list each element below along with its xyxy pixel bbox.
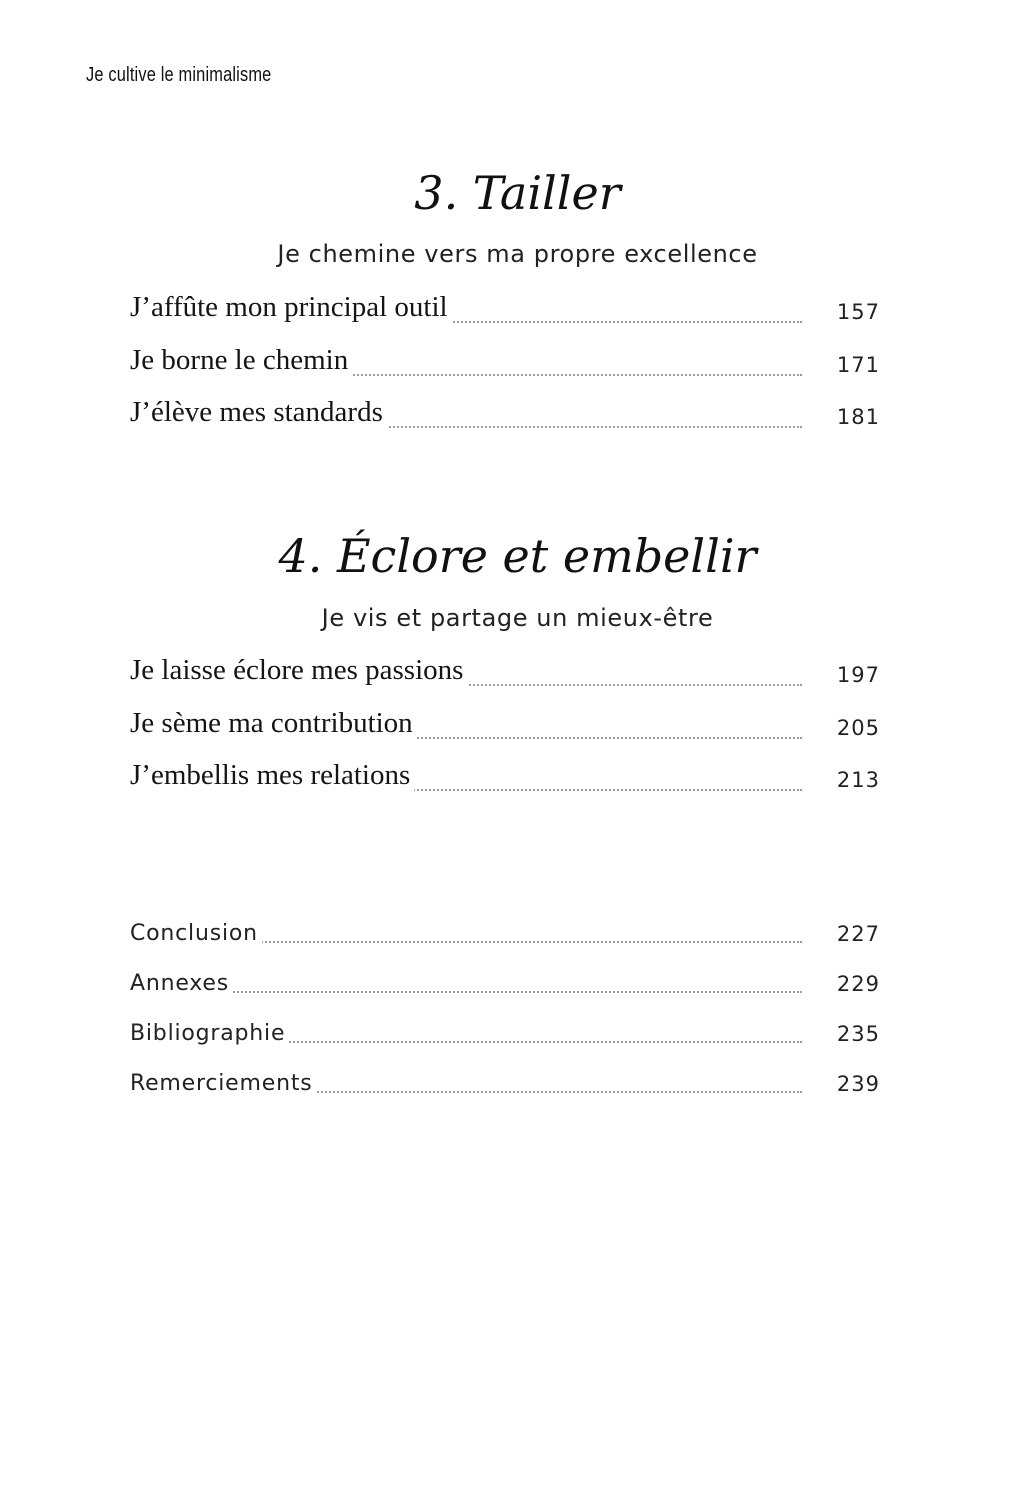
toc-entry-label: Je borne le chemin (130, 344, 352, 377)
toc-entry-label: Je laisse éclore mes passions (130, 654, 467, 687)
toc-entry-page: 239 (836, 1072, 880, 1096)
part-subtitle-3: Je chemine vers ma propre excellence (277, 240, 758, 268)
toc-entry-page: 213 (836, 768, 880, 792)
toc-entry-label: J’affûte mon principal outil (130, 291, 452, 324)
toc-entry[interactable] (130, 759, 880, 798)
toc-entry-page: 227 (836, 922, 880, 946)
toc-entry-page: 205 (836, 716, 880, 740)
toc-entry-page: 157 (836, 300, 880, 324)
toc-entry-page: 181 (836, 405, 880, 429)
toc-entry-label: Remerciements (130, 1071, 317, 1096)
toc-entry[interactable] (130, 707, 880, 746)
running-header: Je cultive le minimalisme (86, 64, 272, 86)
toc-entry-page: 235 (836, 1022, 880, 1046)
part-title-4: 4. Éclore et embellir (278, 529, 757, 583)
toc-entry-label: Annexes (130, 971, 233, 996)
toc-backmatter-entry[interactable] (130, 1016, 880, 1050)
toc-backmatter-entry[interactable] (130, 916, 880, 950)
toc-entry[interactable] (130, 291, 880, 330)
part-title-3: 3. Tailler (414, 166, 621, 220)
toc-entry-label: Je sème ma contribution (130, 707, 417, 740)
toc-entry-label: Bibliographie (130, 1021, 289, 1046)
toc-backmatter-entry[interactable] (130, 966, 880, 1000)
toc-entry-label: J’élève mes standards (130, 396, 387, 429)
toc-entry[interactable] (130, 654, 880, 693)
toc-entry-page: 171 (836, 353, 880, 377)
toc-entry-label: Conclusion (130, 921, 262, 946)
toc-entry[interactable] (130, 344, 880, 383)
part-subtitle-4: Je vis et partage un mieux-être (321, 604, 714, 632)
toc-entry[interactable] (130, 396, 880, 435)
toc-entry-page: 197 (836, 663, 880, 687)
toc-entry-page: 229 (836, 972, 880, 996)
toc-entry-label: J’embellis mes relations (130, 759, 414, 792)
toc-backmatter-entry[interactable] (130, 1066, 880, 1100)
